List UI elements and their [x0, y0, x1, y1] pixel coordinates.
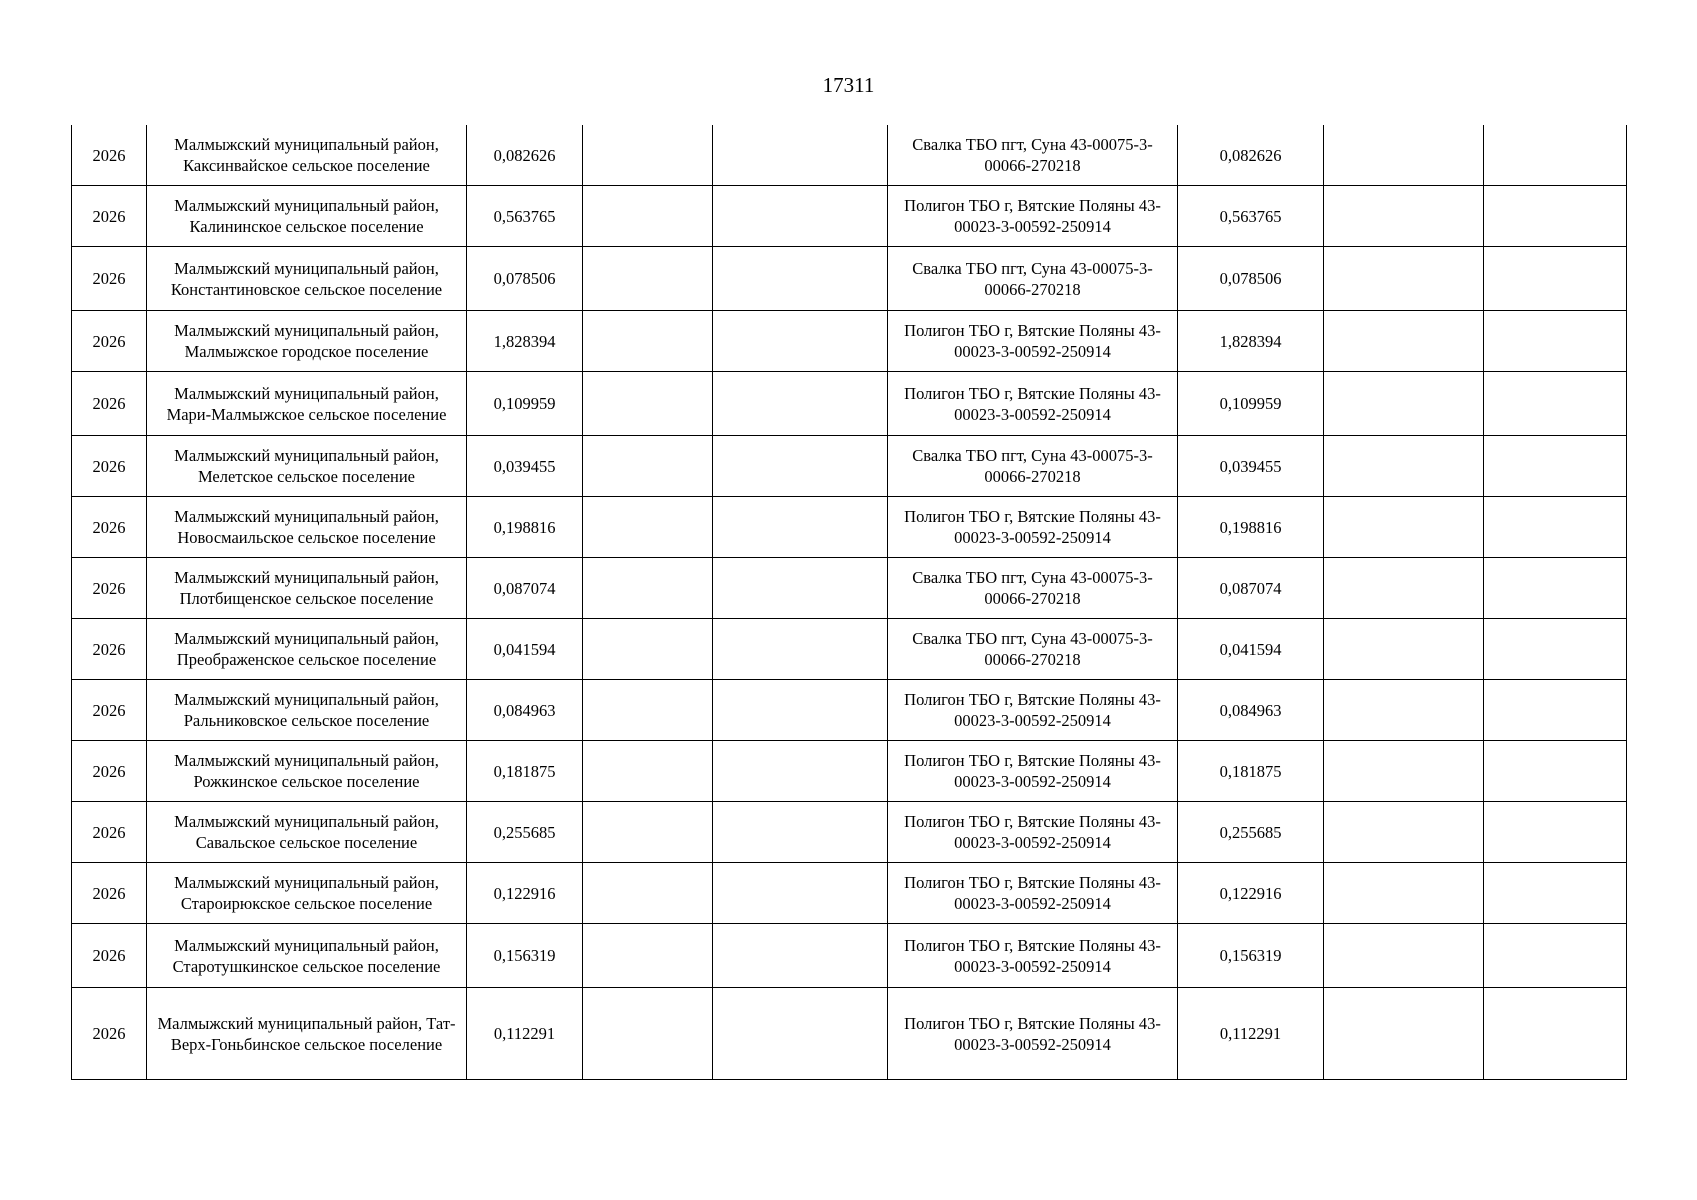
empty-cell	[1324, 863, 1484, 924]
facility-cell: Свалка ТБО пгт, Суна 43-00075-3-00066-270218	[888, 125, 1178, 186]
year-cell: 2026	[72, 988, 147, 1080]
facility-volume-cell: 0,082626	[1178, 125, 1324, 186]
empty-cell	[1324, 186, 1484, 247]
empty-cell	[713, 619, 888, 680]
facility-volume-cell: 0,181875	[1178, 741, 1324, 802]
empty-cell	[1484, 924, 1627, 988]
year-cell: 2026	[72, 680, 147, 741]
volume-cell: 0,181875	[467, 741, 583, 802]
year-cell: 2026	[72, 497, 147, 558]
facility-cell: Свалка ТБО пгт, Суна 43-00075-3-00066-270218	[888, 436, 1178, 497]
facility-volume-cell: 0,039455	[1178, 436, 1324, 497]
territory-cell: Малмыжский муниципальный район, Малмыжское городское поселение	[147, 311, 467, 372]
facility-volume-cell: 0,563765	[1178, 186, 1324, 247]
volume-cell: 0,563765	[467, 186, 583, 247]
volume-cell: 0,156319	[467, 924, 583, 988]
empty-cell	[713, 558, 888, 619]
empty-cell	[713, 680, 888, 741]
empty-cell	[1324, 311, 1484, 372]
territory-cell: Малмыжский муниципальный район, Мари-Малмыжское сельское поселение	[147, 372, 467, 436]
empty-cell	[1324, 558, 1484, 619]
volume-cell: 0,122916	[467, 863, 583, 924]
table-row	[72, 619, 1627, 680]
table-row	[72, 558, 1627, 619]
facility-cell: Полигон ТБО г, Вятские Поляны 43-00023-3-00592-250914	[888, 924, 1178, 988]
facility-cell: Полигон ТБО г, Вятские Поляны 43-00023-3-00592-250914	[888, 186, 1178, 247]
year-cell: 2026	[72, 186, 147, 247]
year-cell: 2026	[72, 558, 147, 619]
empty-cell	[583, 186, 713, 247]
empty-cell	[583, 619, 713, 680]
empty-cell	[583, 863, 713, 924]
territory-cell: Малмыжский муниципальный район, Мелетское сельское поселение	[147, 436, 467, 497]
empty-cell	[713, 741, 888, 802]
empty-cell	[583, 924, 713, 988]
empty-cell	[713, 802, 888, 863]
table-row	[72, 741, 1627, 802]
facility-volume-cell: 0,122916	[1178, 863, 1324, 924]
facility-cell: Полигон ТБО г, Вятские Поляны 43-00023-3-00592-250914	[888, 741, 1178, 802]
territory-cell: Малмыжский муниципальный район, Новосмаильское сельское поселение	[147, 497, 467, 558]
volume-cell: 0,041594	[467, 619, 583, 680]
empty-cell	[583, 680, 713, 741]
empty-cell	[1324, 741, 1484, 802]
territory-cell: Малмыжский муниципальный район, Савальское сельское поселение	[147, 802, 467, 863]
territory-cell: Малмыжский муниципальный район, Ральниковское сельское поселение	[147, 680, 467, 741]
territory-cell: Малмыжский муниципальный район, Плотбищенское сельское поселение	[147, 558, 467, 619]
territory-cell: Малмыжский муниципальный район, Тат-Верх-Гоньбинское сельское поселение	[147, 988, 467, 1080]
table-row	[72, 311, 1627, 372]
empty-cell	[1484, 680, 1627, 741]
empty-cell	[1484, 247, 1627, 311]
table-row	[72, 924, 1627, 988]
empty-cell	[1484, 186, 1627, 247]
empty-cell	[713, 863, 888, 924]
empty-cell	[1324, 125, 1484, 186]
empty-cell	[1484, 125, 1627, 186]
empty-cell	[713, 924, 888, 988]
year-cell: 2026	[72, 802, 147, 863]
facility-volume-cell: 0,109959	[1178, 372, 1324, 436]
empty-cell	[583, 125, 713, 186]
empty-cell	[1484, 619, 1627, 680]
empty-cell	[713, 988, 888, 1080]
facility-volume-cell: 0,078506	[1178, 247, 1324, 311]
empty-cell	[1324, 988, 1484, 1080]
volume-cell: 0,087074	[467, 558, 583, 619]
empty-cell	[1484, 311, 1627, 372]
territory-cell: Малмыжский муниципальный район, Старотушкинское сельское поселение	[147, 924, 467, 988]
empty-cell	[713, 497, 888, 558]
empty-cell	[1324, 372, 1484, 436]
empty-cell	[713, 186, 888, 247]
empty-cell	[1324, 247, 1484, 311]
empty-cell	[1324, 436, 1484, 497]
empty-cell	[1324, 497, 1484, 558]
facility-cell: Полигон ТБО г, Вятские Поляны 43-00023-3-00592-250914	[888, 311, 1178, 372]
empty-cell	[713, 125, 888, 186]
empty-cell	[713, 247, 888, 311]
table-row	[72, 372, 1627, 436]
table-row	[72, 680, 1627, 741]
empty-cell	[1324, 802, 1484, 863]
table-row	[72, 863, 1627, 924]
empty-cell	[583, 436, 713, 497]
empty-cell	[583, 497, 713, 558]
facility-volume-cell: 0,255685	[1178, 802, 1324, 863]
empty-cell	[583, 247, 713, 311]
territory-cell: Малмыжский муниципальный район, Константиновское сельское поселение	[147, 247, 467, 311]
empty-cell	[713, 311, 888, 372]
facility-cell: Полигон ТБО г, Вятские Поляны 43-00023-3-00592-250914	[888, 372, 1178, 436]
facility-cell: Свалка ТБО пгт, Суна 43-00075-3-00066-270218	[888, 619, 1178, 680]
empty-cell	[1324, 924, 1484, 988]
table-row	[72, 247, 1627, 311]
territory-cell: Малмыжский муниципальный район, Калининское сельское поселение	[147, 186, 467, 247]
table-row	[72, 802, 1627, 863]
year-cell: 2026	[72, 125, 147, 186]
facility-cell: Полигон ТБО г, Вятские Поляны 43-00023-3-00592-250914	[888, 988, 1178, 1080]
year-cell: 2026	[72, 372, 147, 436]
volume-cell: 0,255685	[467, 802, 583, 863]
volume-cell: 0,039455	[467, 436, 583, 497]
year-cell: 2026	[72, 311, 147, 372]
empty-cell	[583, 802, 713, 863]
empty-cell	[1484, 863, 1627, 924]
facility-volume-cell: 0,198816	[1178, 497, 1324, 558]
volume-cell: 0,198816	[467, 497, 583, 558]
territory-cell: Малмыжский муниципальный район, Каксинвайское сельское поселение	[147, 125, 467, 186]
facility-volume-cell: 0,041594	[1178, 619, 1324, 680]
facility-volume-cell: 1,828394	[1178, 311, 1324, 372]
empty-cell	[1484, 436, 1627, 497]
empty-cell	[1484, 497, 1627, 558]
empty-cell	[713, 372, 888, 436]
page-number: 17311	[822, 73, 875, 97]
volume-cell: 1,828394	[467, 311, 583, 372]
year-cell: 2026	[72, 247, 147, 311]
empty-cell	[583, 988, 713, 1080]
year-cell: 2026	[72, 436, 147, 497]
facility-volume-cell: 0,156319	[1178, 924, 1324, 988]
empty-cell	[583, 311, 713, 372]
empty-cell	[1484, 988, 1627, 1080]
volume-cell: 0,082626	[467, 125, 583, 186]
facility-cell: Свалка ТБО пгт, Суна 43-00075-3-00066-270218	[888, 247, 1178, 311]
empty-cell	[583, 558, 713, 619]
territory-cell: Малмыжский муниципальный район, Рожкинское сельское поселение	[147, 741, 467, 802]
empty-cell	[1484, 741, 1627, 802]
volume-cell: 0,109959	[467, 372, 583, 436]
year-cell: 2026	[72, 619, 147, 680]
facility-cell: Полигон ТБО г, Вятские Поляны 43-00023-3-00592-250914	[888, 680, 1178, 741]
volume-cell: 0,112291	[467, 988, 583, 1080]
facility-cell: Полигон ТБО г, Вятские Поляны 43-00023-3-00592-250914	[888, 863, 1178, 924]
empty-cell	[1484, 372, 1627, 436]
table-row	[72, 497, 1627, 558]
year-cell: 2026	[72, 863, 147, 924]
empty-cell	[1484, 802, 1627, 863]
facility-cell: Свалка ТБО пгт, Суна 43-00075-3-00066-270218	[888, 558, 1178, 619]
facility-volume-cell: 0,087074	[1178, 558, 1324, 619]
empty-cell	[1324, 619, 1484, 680]
empty-cell	[713, 436, 888, 497]
empty-cell	[1484, 558, 1627, 619]
facility-cell: Полигон ТБО г, Вятские Поляны 43-00023-3-00592-250914	[888, 802, 1178, 863]
year-cell: 2026	[72, 924, 147, 988]
facility-cell: Полигон ТБО г, Вятские Поляны 43-00023-3-00592-250914	[888, 497, 1178, 558]
volume-cell: 0,084963	[467, 680, 583, 741]
year-cell: 2026	[72, 741, 147, 802]
empty-cell	[1324, 680, 1484, 741]
facility-volume-cell: 0,112291	[1178, 988, 1324, 1080]
empty-cell	[583, 372, 713, 436]
empty-cell	[583, 741, 713, 802]
table-row	[72, 988, 1627, 1080]
territory-cell: Малмыжский муниципальный район, Староирюкское сельское поселение	[147, 863, 467, 924]
table-row	[72, 186, 1627, 247]
table-row	[72, 436, 1627, 497]
territory-cell: Малмыжский муниципальный район, Преображенское сельское поселение	[147, 619, 467, 680]
volume-cell: 0,078506	[467, 247, 583, 311]
facility-volume-cell: 0,084963	[1178, 680, 1324, 741]
waste-table	[71, 125, 1627, 1080]
table-row	[72, 125, 1627, 186]
